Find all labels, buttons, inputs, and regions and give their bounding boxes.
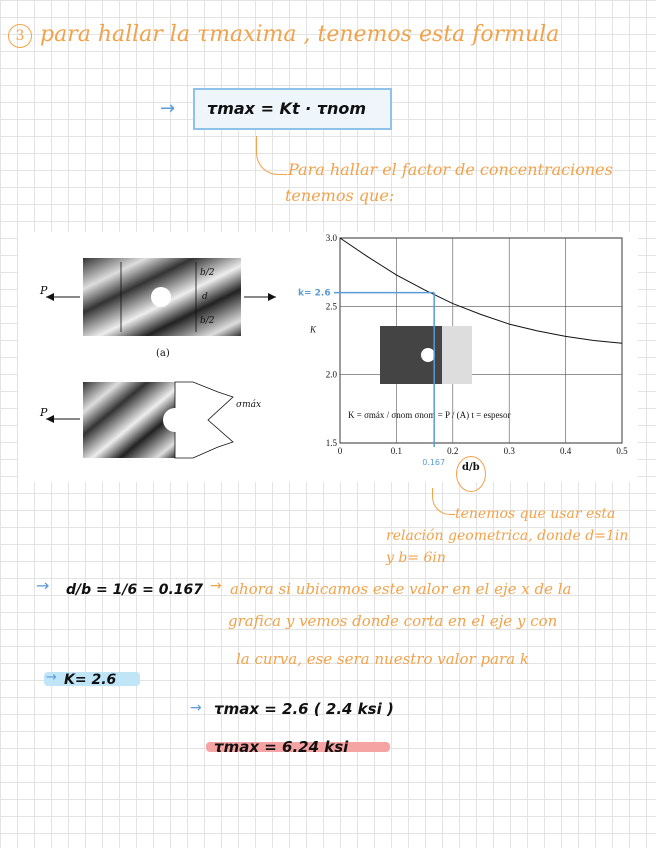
y-axis-label: K [310,324,317,335]
arrow-right-icon: → [190,700,202,716]
curve-arrow2-icon [432,488,455,515]
curve-arrow-icon [256,136,287,175]
x-tick-label: 0.3 [503,446,515,456]
formula-text: τmax = Kt · τnom [207,99,367,118]
stress-concentration-chart [298,232,638,482]
note1-line1: Para hallar el factor de concentraciones [288,160,613,179]
inset-formula: K = σmáx / σnom σnom = P / (A) t = espesor [348,410,511,420]
inset-hole [421,348,435,362]
step-text: para hallar la τmaxima , tenemos esta formula [40,22,560,47]
plate-b [83,382,175,458]
explain-line1: ahora si ubicamos este valor en el eje x de la [230,580,572,598]
explain-line3: la curva, ese sera nuestro valor para k [236,650,529,668]
dim-b2-bottom: b/2 [200,316,215,326]
note2-line1: tenemos que usar esta [455,506,616,522]
arrow-right-icon: → [46,670,57,685]
plate-label-a: (a) [156,348,170,359]
arrow-right-icon: → [36,576,50,595]
y-tick-label: 1.5 [325,438,337,448]
note2-line3: y b= 6in [386,550,446,566]
tau-result: τmax = 6.24 ksi [214,738,349,756]
x-annotation: 0.167 [422,458,446,467]
note2-line2: relación geometrica, donde d=1in [386,528,629,544]
force-label-b: P [40,406,48,419]
force-label-a: P [40,284,48,297]
formula-box [193,88,392,130]
explain-line2: grafica y vemos donde corta en el eje y con [228,612,558,630]
x-tick-label: 0.2 [447,446,459,456]
dim-d: d [202,292,208,302]
sigma-max-label: σmáx [236,400,262,410]
k-value: K= 2.6 [64,672,117,688]
y-tick-label: 2.5 [325,301,337,312]
hole [151,287,171,307]
tau-line: τmax = 2.6 ( 2.4 ksi ) [214,700,394,718]
x-tick-label: 0.5 [616,446,628,456]
arrow-right-icon: → [210,578,222,594]
arrow-right-icon: → [160,98,176,119]
x-tick-label: 0.1 [390,446,403,456]
inset-plate-light [442,326,472,384]
k-annotation: k= 2.6 [298,288,331,299]
x-tick-label: 0 [337,446,343,456]
db-circle-label: d/b [462,462,480,473]
dim-b2-top: b/2 [200,268,215,278]
figure-panel [18,232,638,482]
note1-line2: tenemos que: [285,186,395,205]
y-tick-label: 3.0 [325,233,337,243]
y-tick-label: 2.0 [325,369,337,380]
ratio-calc: d/b = 1/6 = 0.167 [66,582,203,598]
step-number: 3 [8,24,32,48]
x-tick-label: 0.4 [559,446,572,456]
plate-figure [18,232,288,482]
